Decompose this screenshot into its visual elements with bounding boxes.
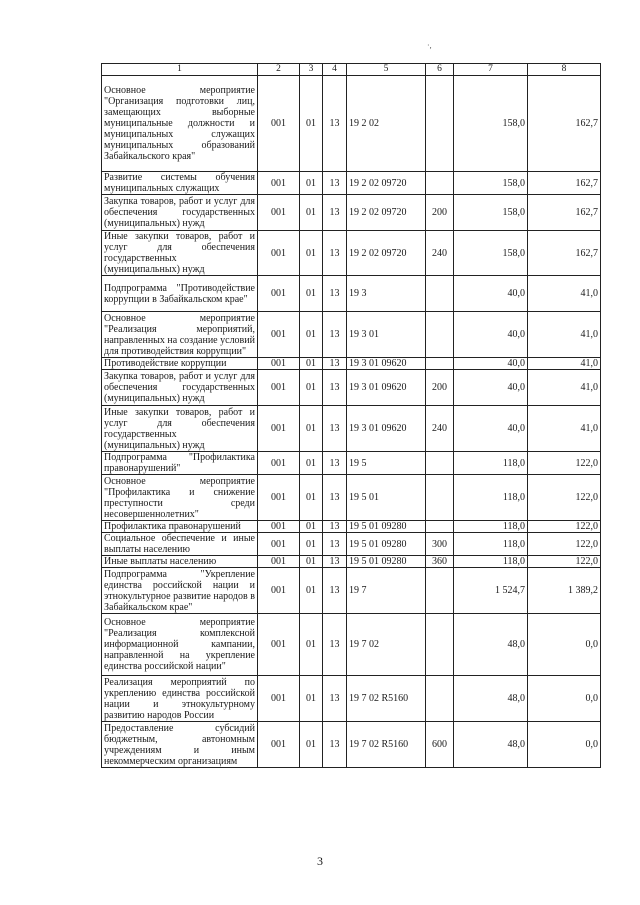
grbs-code-cell: 001 — [258, 452, 300, 475]
row-name-cell: Реализация мероприятий по укреплению единства российской нации и этнокультурному развитию народов России — [102, 676, 258, 722]
grbs-code-cell: 001 — [258, 722, 300, 768]
table-row — [102, 676, 601, 722]
row-name-cell: Социальное обеспечение и иные выплаты населению — [102, 533, 258, 556]
row-name-cell: Подпрограмма "Укрепление единства российской нации и этнокультурное развитие народов в Забайкальском крае" — [102, 568, 258, 614]
subsection-cell: 13 — [323, 556, 347, 568]
page-number: 3 — [317, 854, 323, 868]
row-name-cell: Развитие системы обучения муниципальных служащих — [102, 172, 258, 195]
table-row — [102, 76, 601, 172]
target-article-cell: 19 3 01 09620 — [347, 370, 426, 406]
subsection-cell: 13 — [323, 276, 347, 312]
table-row — [102, 312, 601, 358]
row-name-cell: Основное мероприятие "Профилактика и снижение преступности среди несовершеннолетних" — [102, 475, 258, 521]
row-name-cell: Профилактика правонарушений — [102, 521, 258, 533]
amount-year2-cell: 41,0 — [528, 358, 601, 370]
amount-year2-cell: 122,0 — [528, 452, 601, 475]
target-article-cell: 19 7 02 R5160 — [347, 722, 426, 768]
subsection-cell: 13 — [323, 172, 347, 195]
table-row — [102, 370, 601, 406]
grbs-code-cell: 001 — [258, 568, 300, 614]
header-cell: 5 — [347, 64, 426, 76]
row-name-cell: Иные выплаты населению — [102, 556, 258, 568]
grbs-code-cell: 001 — [258, 358, 300, 370]
amount-year2-cell: 41,0 — [528, 312, 601, 358]
target-article-cell: 19 2 02 09720 — [347, 231, 426, 276]
table-row — [102, 568, 601, 614]
amount-year1-cell: 48,0 — [454, 722, 528, 768]
amount-year1-cell: 158,0 — [454, 195, 528, 231]
subsection-cell: 13 — [323, 614, 347, 676]
amount-year1-cell: 40,0 — [454, 312, 528, 358]
amount-year2-cell: 0,0 — [528, 676, 601, 722]
expense-type-cell — [426, 76, 454, 172]
section-cell: 01 — [300, 195, 323, 231]
expense-type-cell — [426, 521, 454, 533]
subsection-cell: 13 — [323, 475, 347, 521]
section-cell: 01 — [300, 521, 323, 533]
table-header-row — [102, 64, 601, 76]
row-name-cell: Основное мероприятие "Организация подготовки лиц, замещающих выборные муниципальные должности и муниципальных служащих муниципальных образований Забайкальского края" — [102, 76, 258, 172]
row-name-cell: Противодействие коррупции — [102, 358, 258, 370]
amount-year2-cell: 162,7 — [528, 231, 601, 276]
amount-year1-cell: 40,0 — [454, 370, 528, 406]
row-name-cell: Подпрограмма "Профилактика правонарушений" — [102, 452, 258, 475]
subsection-cell: 13 — [323, 722, 347, 768]
row-name-cell: Закупка товаров, работ и услуг для обеспечения государственных (муниципальных) нужд — [102, 370, 258, 406]
amount-year1-cell: 158,0 — [454, 76, 528, 172]
subsection-cell: 13 — [323, 521, 347, 533]
grbs-code-cell: 001 — [258, 276, 300, 312]
grbs-code-cell: 001 — [258, 406, 300, 452]
amount-year1-cell: 48,0 — [454, 614, 528, 676]
amount-year1-cell: 118,0 — [454, 475, 528, 521]
section-cell: 01 — [300, 475, 323, 521]
subsection-cell: 13 — [323, 533, 347, 556]
section-cell: 01 — [300, 533, 323, 556]
budget-table — [101, 63, 601, 768]
amount-year1-cell: 40,0 — [454, 276, 528, 312]
target-article-cell: 19 2 02 09720 — [347, 195, 426, 231]
header-cell: 1 — [102, 64, 258, 76]
grbs-code-cell: 001 — [258, 312, 300, 358]
amount-year2-cell: 0,0 — [528, 614, 601, 676]
table-row — [102, 172, 601, 195]
amount-year1-cell: 118,0 — [454, 556, 528, 568]
subsection-cell: 13 — [323, 76, 347, 172]
amount-year2-cell: 162,7 — [528, 172, 601, 195]
target-article-cell: 19 5 01 — [347, 475, 426, 521]
grbs-code-cell: 001 — [258, 172, 300, 195]
row-name-cell: Основное мероприятие "Реализация комплексной информационной кампании, направленной на укрепление единства российской нации" — [102, 614, 258, 676]
row-name-cell: Предоставление субсидий бюджетным, автономным учреждениям и иным некоммерческим организациям — [102, 722, 258, 768]
table-row — [102, 231, 601, 276]
target-article-cell: 19 7 02 — [347, 614, 426, 676]
header-cell: 8 — [528, 64, 601, 76]
grbs-code-cell: 001 — [258, 231, 300, 276]
amount-year1-cell: 118,0 — [454, 521, 528, 533]
grbs-code-cell: 001 — [258, 76, 300, 172]
target-article-cell: 19 7 — [347, 568, 426, 614]
target-article-cell: 19 5 01 09280 — [347, 533, 426, 556]
section-cell: 01 — [300, 568, 323, 614]
header-cell: 6 — [426, 64, 454, 76]
target-article-cell: 19 5 01 09280 — [347, 521, 426, 533]
subsection-cell: 13 — [323, 568, 347, 614]
table-row — [102, 475, 601, 521]
amount-year1-cell: 40,0 — [454, 406, 528, 452]
table-row — [102, 452, 601, 475]
grbs-code-cell: 001 — [258, 676, 300, 722]
amount-year1-cell: 40,0 — [454, 358, 528, 370]
expense-type-cell — [426, 614, 454, 676]
subsection-cell: 13 — [323, 452, 347, 475]
target-article-cell: 19 2 02 09720 — [347, 172, 426, 195]
subsection-cell: 13 — [323, 231, 347, 276]
subsection-cell: 13 — [323, 195, 347, 231]
expense-type-cell — [426, 172, 454, 195]
row-name-cell: Иные закупки товаров, работ и услуг для обеспечения государственных (муниципальных) нужд — [102, 231, 258, 276]
row-name-cell: Основное мероприятие "Реализация мероприятий, направленных на создание условий для противодействия коррупции" — [102, 312, 258, 358]
expense-type-cell — [426, 676, 454, 722]
target-article-cell: 19 5 — [347, 452, 426, 475]
subsection-cell: 13 — [323, 358, 347, 370]
header-cell: 7 — [454, 64, 528, 76]
section-cell: 01 — [300, 614, 323, 676]
expense-type-cell: 240 — [426, 406, 454, 452]
section-cell: 01 — [300, 722, 323, 768]
amount-year1-cell: 158,0 — [454, 231, 528, 276]
section-cell: 01 — [300, 76, 323, 172]
grbs-code-cell: 001 — [258, 475, 300, 521]
section-cell: 01 — [300, 312, 323, 358]
row-name-cell: Закупка товаров, работ и услуг для обеспечения государственных (муниципальных) нужд — [102, 195, 258, 231]
expense-type-cell — [426, 312, 454, 358]
section-cell: 01 — [300, 276, 323, 312]
scan-mark: ·, — [427, 41, 432, 50]
amount-year2-cell: 0,0 — [528, 722, 601, 768]
amount-year2-cell: 162,7 — [528, 76, 601, 172]
amount-year2-cell: 41,0 — [528, 406, 601, 452]
subsection-cell: 13 — [323, 312, 347, 358]
target-article-cell: 19 7 02 R5160 — [347, 676, 426, 722]
amount-year2-cell: 41,0 — [528, 370, 601, 406]
section-cell: 01 — [300, 452, 323, 475]
table-row — [102, 276, 601, 312]
table-row — [102, 533, 601, 556]
amount-year2-cell: 122,0 — [528, 556, 601, 568]
header-cell: 3 — [300, 64, 323, 76]
subsection-cell: 13 — [323, 406, 347, 452]
grbs-code-cell: 001 — [258, 533, 300, 556]
target-article-cell: 19 2 02 — [347, 76, 426, 172]
section-cell: 01 — [300, 370, 323, 406]
amount-year2-cell: 122,0 — [528, 475, 601, 521]
table-row — [102, 614, 601, 676]
expense-type-cell — [426, 452, 454, 475]
expense-type-cell: 240 — [426, 231, 454, 276]
expense-type-cell — [426, 568, 454, 614]
grbs-code-cell: 001 — [258, 521, 300, 533]
grbs-code-cell: 001 — [258, 556, 300, 568]
subsection-cell: 13 — [323, 676, 347, 722]
section-cell: 01 — [300, 406, 323, 452]
amount-year1-cell: 158,0 — [454, 172, 528, 195]
expense-type-cell: 200 — [426, 195, 454, 231]
target-article-cell: 19 3 01 09620 — [347, 358, 426, 370]
section-cell: 01 — [300, 676, 323, 722]
subsection-cell: 13 — [323, 370, 347, 406]
table-row — [102, 521, 601, 533]
grbs-code-cell: 001 — [258, 195, 300, 231]
table-row — [102, 722, 601, 768]
amount-year2-cell: 162,7 — [528, 195, 601, 231]
expense-type-cell: 600 — [426, 722, 454, 768]
target-article-cell: 19 5 01 09280 — [347, 556, 426, 568]
row-name-cell: Иные закупки товаров, работ и услуг для обеспечения государственных (муниципальных) нужд — [102, 406, 258, 452]
header-cell: 4 — [323, 64, 347, 76]
header-cell: 2 — [258, 64, 300, 76]
amount-year2-cell: 122,0 — [528, 521, 601, 533]
section-cell: 01 — [300, 358, 323, 370]
table-row — [102, 358, 601, 370]
amount-year1-cell: 118,0 — [454, 533, 528, 556]
table-row — [102, 406, 601, 452]
grbs-code-cell: 001 — [258, 614, 300, 676]
table-row — [102, 556, 601, 568]
expense-type-cell: 300 — [426, 533, 454, 556]
section-cell: 01 — [300, 172, 323, 195]
amount-year2-cell: 122,0 — [528, 533, 601, 556]
amount-year2-cell: 41,0 — [528, 276, 601, 312]
expense-type-cell: 200 — [426, 370, 454, 406]
amount-year2-cell: 1 389,2 — [528, 568, 601, 614]
target-article-cell: 19 3 01 — [347, 312, 426, 358]
amount-year1-cell: 48,0 — [454, 676, 528, 722]
amount-year1-cell: 1 524,7 — [454, 568, 528, 614]
grbs-code-cell: 001 — [258, 370, 300, 406]
target-article-cell: 19 3 01 09620 — [347, 406, 426, 452]
expense-type-cell — [426, 276, 454, 312]
row-name-cell: Подпрограмма "Противодействие коррупции в Забайкальском крае" — [102, 276, 258, 312]
expense-type-cell — [426, 475, 454, 521]
amount-year1-cell: 118,0 — [454, 452, 528, 475]
expense-type-cell — [426, 358, 454, 370]
target-article-cell: 19 3 — [347, 276, 426, 312]
table-row — [102, 195, 601, 231]
section-cell: 01 — [300, 231, 323, 276]
expense-type-cell: 360 — [426, 556, 454, 568]
section-cell: 01 — [300, 556, 323, 568]
